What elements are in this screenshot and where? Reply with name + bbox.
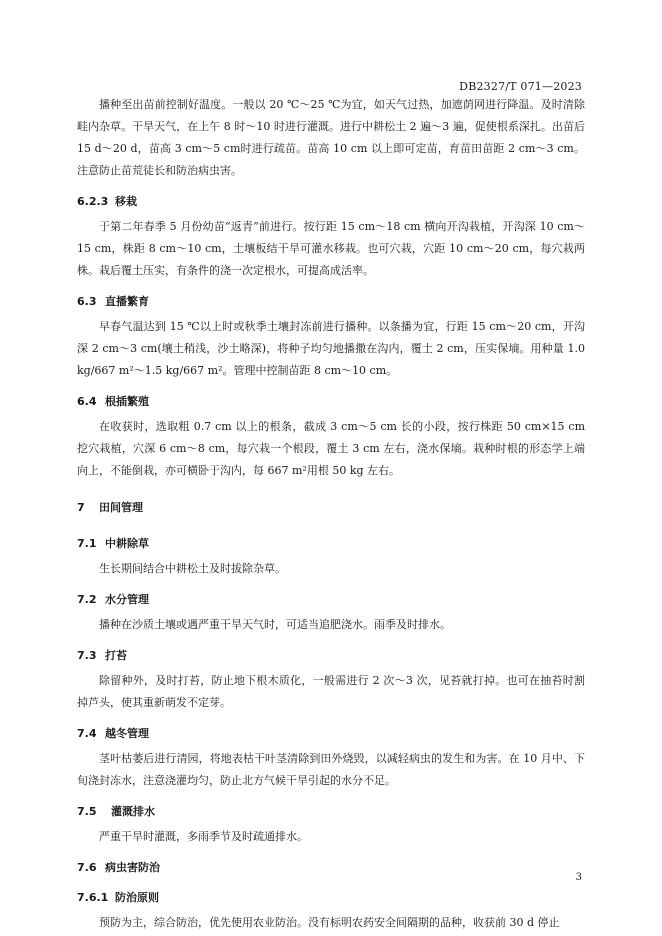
- body-paragraph: 在收获时，选取粗 0.7 cm 以上的根条，截成 3 cm～5 cm 长的小段，按行株距 50 cm×15 cm 挖穴栽植，穴深 6 cm～8 cm，每穴栽一个根段，覆土 3 cm 左右，浇水保墒。栽种时根的形态学上端向上，不能倒栽，亦可横卧于沟内，每 667 m²用根 50 kg 左右。: [77, 420, 585, 477]
- section-heading: [77, 292, 585, 312]
- section-title: 田间管理: [99, 501, 143, 514]
- section-title: 灌溉排水: [111, 805, 155, 818]
- section-number: 6.3: [77, 295, 97, 308]
- section-title: 移栽: [115, 195, 137, 208]
- section-title: 防治原则: [115, 891, 159, 904]
- section-number: 7.5: [77, 805, 97, 818]
- page-number: 3: [575, 872, 582, 883]
- section-heading: [77, 802, 585, 822]
- document-body: [77, 94, 585, 934]
- section-title: 水分管理: [105, 593, 149, 606]
- section-number: 7: [77, 501, 85, 514]
- body-paragraph: 除留种外，及时打苔，防止地下根木质化，一般需进行 2 次～3 次，见苔就打掉。也可在抽苔时割掉芦头，使其重新萌发不定芽。: [77, 674, 585, 709]
- section-title: 打苔: [105, 649, 127, 662]
- section-title: 中耕除草: [105, 537, 149, 550]
- section-number: 7.6.1: [77, 891, 109, 904]
- section-title: 直播繁育: [105, 295, 149, 308]
- section-number: 7.3: [77, 649, 97, 662]
- section-number: 6.2.3: [77, 195, 109, 208]
- body-paragraph: 播种在沙质土壤或遇严重干旱天气时，可适当追肥浇水。雨季及时排水。: [99, 618, 451, 631]
- body-paragraph: 生长期间结合中耕松土及时拔除杂草。: [99, 562, 286, 575]
- section-number: 6.4: [77, 395, 97, 408]
- section-heading: [77, 392, 585, 412]
- section-title: 根插繁殖: [105, 395, 149, 408]
- section-number: 7.1: [77, 537, 97, 550]
- section-heading: [77, 858, 585, 878]
- document-code-header: DB2327/T 071—2023: [459, 80, 582, 93]
- section-number: 7.2: [77, 593, 97, 606]
- section-heading: [77, 590, 585, 610]
- section-title: 越冬管理: [105, 727, 149, 740]
- body-paragraph: 严重干旱时灌溉，多雨季节及时疏通排水。: [99, 830, 308, 843]
- body-paragraph: 早春气温达到 15 ℃以上时或秋季土壤封冻前进行播种。以条播为宜，行距 15 cm～20 cm，开沟深 2 cm～3 cm(壤土稍浅，沙土略深)，将种子均匀地播撒在沟内，覆土 2 cm，压实保墒。用种量 1.0 kg/667 m²～1.5 kg/667 m²。管理中控制苗距 8 cm～10 cm。: [77, 320, 585, 377]
- body-paragraph: 于第二年春季 5 月份幼苗“返青”前进行。按行距 15 cm～18 cm 横向开沟栽植，开沟深 10 cm～15 cm，株距 8 cm～10 cm，土壤板结干旱可灌水移栽。也可穴栽，穴距 10 cm～20 cm，每穴栽两株。栽后覆土压实，有条件的浇一次定根水，可提高成活率。: [77, 220, 585, 277]
- section-heading: [77, 888, 585, 908]
- section-heading: [77, 192, 585, 212]
- section-number: 7.4: [77, 727, 97, 740]
- section-heading: [77, 534, 585, 554]
- section-heading: [77, 498, 585, 518]
- body-paragraph: 播种至出苗前控制好温度。一般以 20 ℃～25 ℃为宜，如天气过热，加遮荫网进行降温。及时清除畦内杂草。干旱天气，在上午 8 时～10 时进行灌溉。进行中耕松土 2 遍～3 遍，促使根系深扎。出苗后 15 d～20 d，苗高 3 cm～5 cm时进行疏苗。苗高 10 cm 以上即可定苗，育苗田苗距 2 cm～3 cm。注意防止苗荒徒长和防治病虫害。: [77, 98, 585, 177]
- section-number: 7.6: [77, 861, 97, 874]
- section-heading: [77, 724, 585, 744]
- body-paragraph: 茎叶枯萎后进行清园，将地表枯干叶茎清除到田外烧毁，以减轻病虫的发生和为害。在 10 月中、下旬浇封冻水，注意浇灌均匀，防止北方气候干旱引起的水分不足。: [77, 752, 585, 787]
- body-paragraph: 预防为主，综合防治，优先使用农业防治。没有标明农药安全间隔期的品种，收获前 30 d 停止: [99, 916, 560, 929]
- section-heading: [77, 646, 585, 666]
- section-title: 病虫害防治: [105, 861, 160, 874]
